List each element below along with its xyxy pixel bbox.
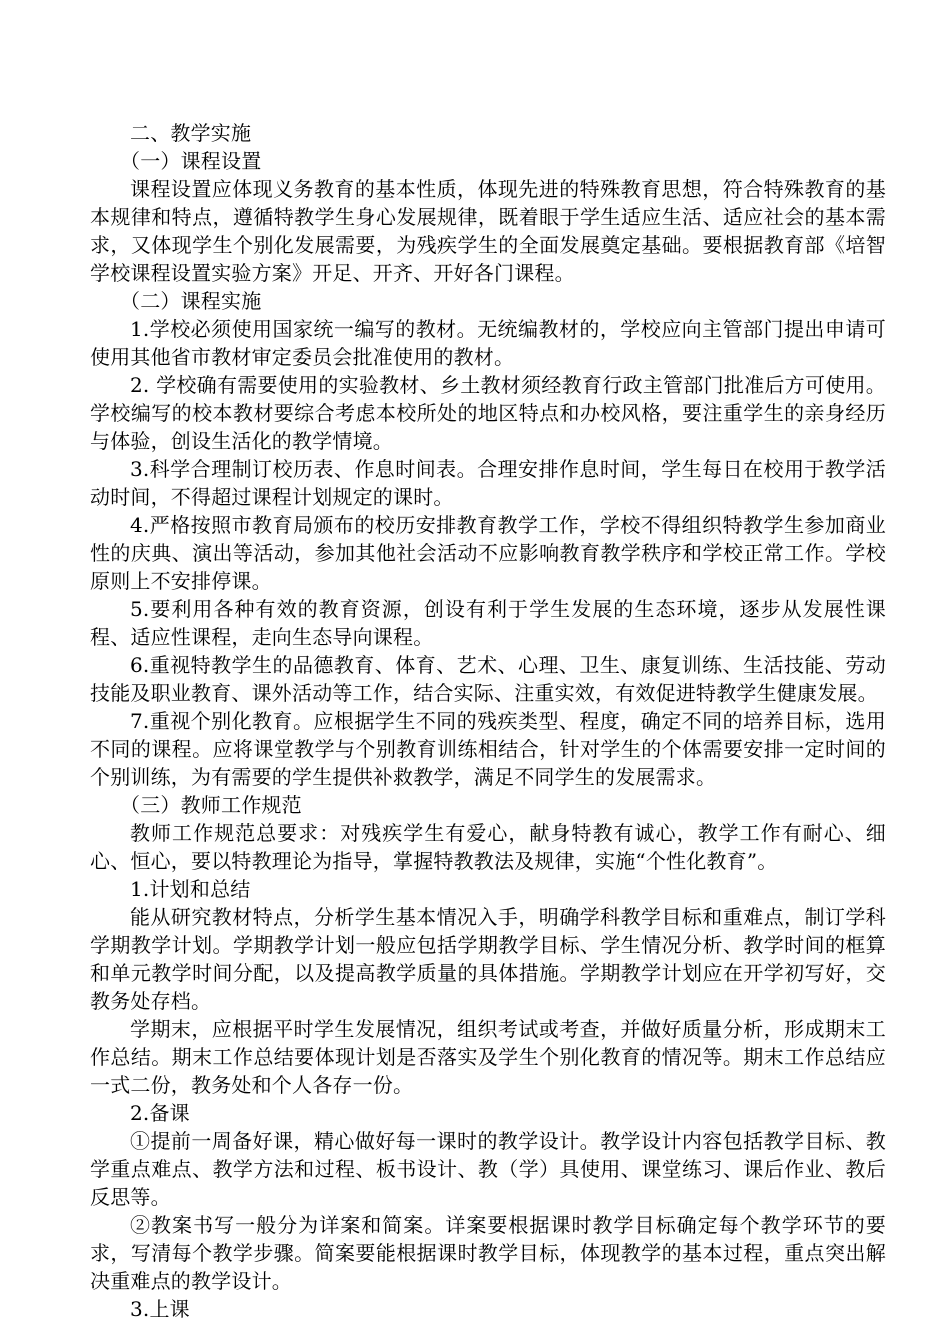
paragraph-course-setting: 课程设置应体现义务教育的基本性质，体现先进的特殊教育思想，符合特殊教育的基本规律和特点，遵循特教学生身心发展规律，既着眼于学生适应生活、适应社会的基本需求，又体现学生个别化发展需要，为残疾学生的全面发展奠定基础。要根据教育部《培智学校课程设置实验方案》开足、开齐、开好各门课程。 <box>90 177 886 285</box>
list-item: 4.严格按照市教育局颁布的校历安排教育教学工作，学校不得组织特教学生参加商业性的庆典、演出等活动，参加其他社会活动不应影响教育教学秩序和学校正常工作。学校原则上不安排停课。 <box>90 513 886 593</box>
list-item: 7.重视个别化教育。应根据学生不同的残疾类型、程度，确定不同的培养目标，选用不同的课程。应将课堂教学与个别教育训练相结合，针对学生的个体需要安排一定时间的个别训练，为有需要的学生提供补救教学，满足不同学生的发展需求。 <box>90 709 886 789</box>
paragraph-teacher-norms: 教师工作规范总要求：对残疾学生有爱心，献身特教有诚心，教学工作有耐心、细心、恒心，要以特教理论为指导，掌握特教教法及规律，实施“个性化教育”。 <box>90 821 886 873</box>
list-item: 3.科学合理制订校历表、作息时间表。合理安排作息时间，学生每日在校用于教学活动时间，不得超过课程计划规定的课时。 <box>90 457 886 509</box>
list-item: 5.要利用各种有效的教育资源，创设有利于学生发展的生态环境，逐步从发展性课程、适应性课程，走向生态导向课程。 <box>90 597 886 649</box>
list-item: 6.重视特教学生的品德教育、体育、艺术、心理、卫生、康复训练、生活技能、劳动技能及职业教育、课外活动等工作，结合实际、注重实效，有效促进特教学生健康发展。 <box>90 653 886 705</box>
list-item: 2. 学校确有需要使用的实验教材、乡土教材须经教育行政主管部门批准后方可使用。学校编写的校本教材要综合考虑本校所处的地区特点和办校风格，要注重学生的亲身经历与体验，创设生活化的教学情境。 <box>90 373 886 453</box>
item-title-lesson-prep: 2.备课 <box>130 1101 190 1125</box>
subsection-title-course-setting: （一）课程设置 <box>120 149 262 173</box>
item-title-teaching: 3.上课 <box>130 1297 190 1321</box>
paragraph-plan: 能从研究教材特点，分析学生基本情况入手，明确学科教学目标和重难点，制订学科学期教学计划。学期教学计划一般应包括学期教学目标、学生情况分析、教学时间的框算和单元教学时间分配，以及提高教学质量的具体措施。学期教学计划应在开学初写好，交教务处存档。 <box>90 905 886 1013</box>
document-page <box>90 119 886 1323</box>
section-title: 二、教学实施 <box>130 121 252 145</box>
list-item: 1.学校必须使用国家统一编写的教材。无统编教材的，学校应向主管部门提出申请可使用其他省市教材审定委员会批准使用的教材。 <box>90 317 886 369</box>
subsection-title-teacher-norms: （三）教师工作规范 <box>120 793 302 817</box>
paragraph-lesson-prep-2: ②教案书写一般分为详案和简案。详案要根据课时教学目标确定每个教学环节的要求，写清每个教学步骤。简案要能根据课时教学目标，体现教学的基本过程，重点突出解决重难点的教学设计。 <box>90 1213 886 1293</box>
paragraph-lesson-prep-1: ①提前一周备好课，精心做好每一课时的教学设计。教学设计内容包括教学目标、教学重点难点、教学方法和过程、板书设计、教（学）具使用、课堂练习、课后作业、教后反思等。 <box>90 1129 886 1209</box>
item-title-plan-summary: 1.计划和总结 <box>130 877 251 901</box>
paragraph-summary: 学期末，应根据平时学生发展情况，组织考试或考查，并做好质量分析，形成期末工作总结。期末工作总结要体现计划是否落实及学生个别化教育的情况等。期末工作总结应一式二份，教务处和个人各存一份。 <box>90 1017 886 1097</box>
subsection-title-course-implementation: （二）课程实施 <box>120 289 262 313</box>
